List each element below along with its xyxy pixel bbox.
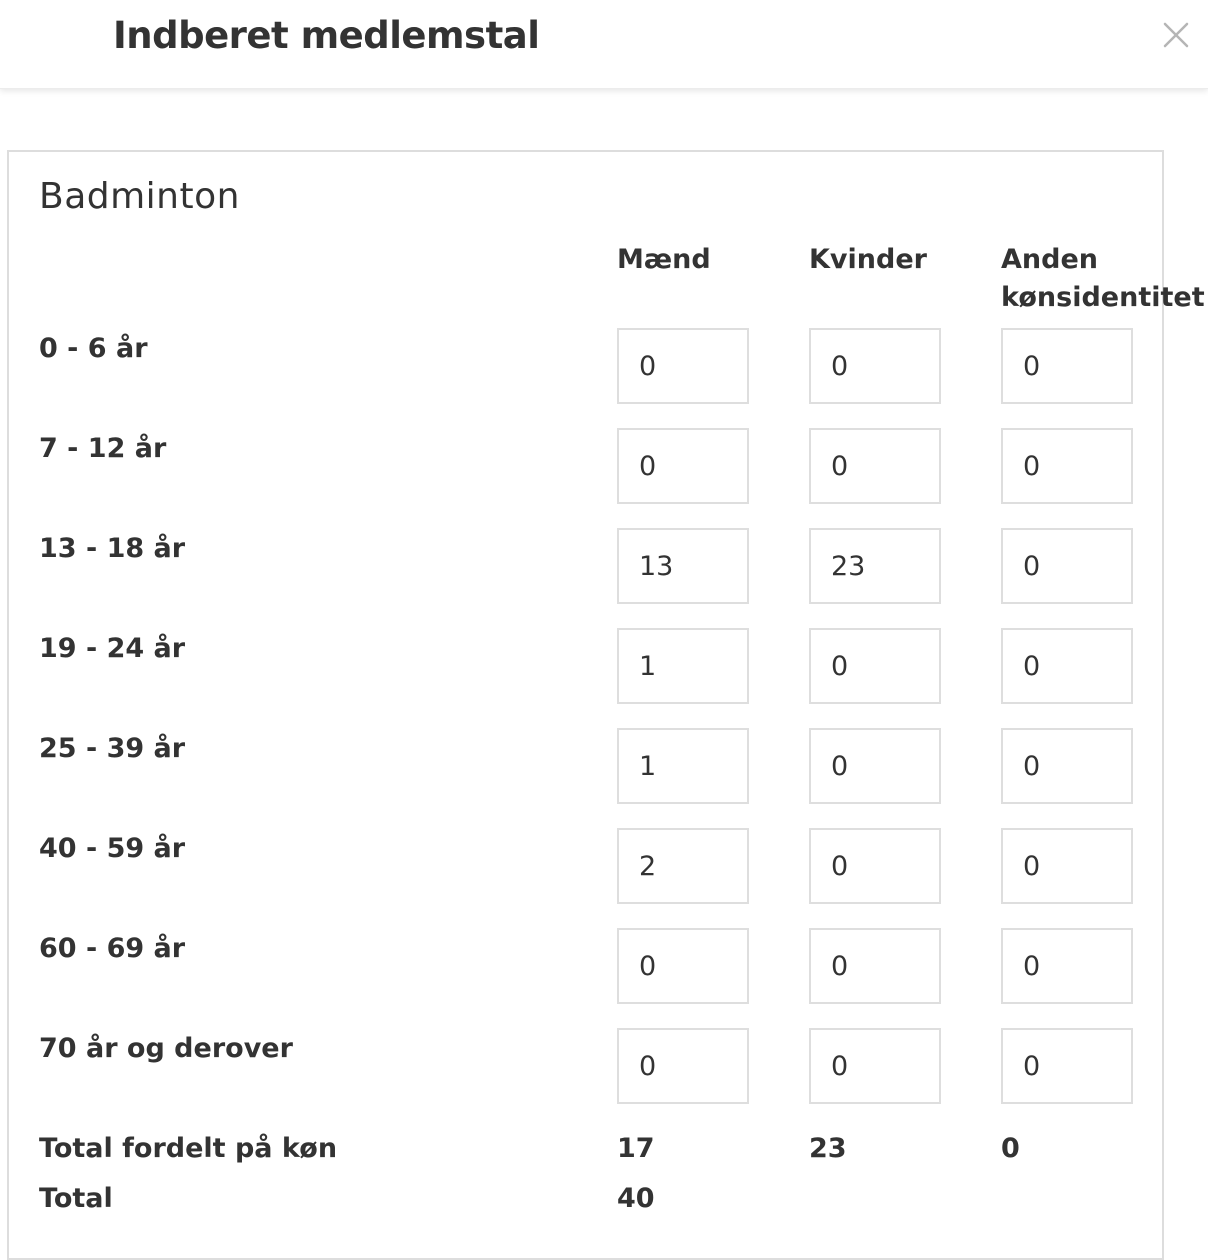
age-group-label: 0 - 6 år	[39, 333, 148, 364]
count-input-women[interactable]	[809, 728, 941, 804]
column-header-other-line2: kønsidentitet	[1001, 282, 1205, 313]
age-group-label: 25 - 39 år	[39, 733, 186, 764]
age-group-label: 40 - 59 år	[39, 833, 186, 864]
modal-title: Indberet medlemstal	[113, 14, 540, 57]
age-group-label: 70 år og derover	[39, 1033, 293, 1064]
sport-card	[7, 150, 1164, 1260]
close-icon[interactable]	[1160, 18, 1192, 52]
total-men: 17	[617, 1133, 655, 1164]
column-header-other	[1001, 241, 1205, 317]
count-input-women[interactable]	[809, 428, 941, 504]
column-header-other-line1: Anden	[1001, 244, 1098, 275]
count-input-men[interactable]	[617, 328, 749, 404]
count-input-women[interactable]	[809, 828, 941, 904]
grand-total: 40	[617, 1183, 655, 1214]
total-women: 23	[809, 1133, 847, 1164]
age-group-label: 7 - 12 år	[39, 433, 167, 464]
count-input-other[interactable]	[1001, 528, 1133, 604]
age-group-label: 13 - 18 år	[39, 533, 186, 564]
count-input-men[interactable]	[617, 428, 749, 504]
count-input-men[interactable]	[617, 628, 749, 704]
total-label: Total	[39, 1183, 113, 1214]
count-input-other[interactable]	[1001, 828, 1133, 904]
total-other: 0	[1001, 1133, 1020, 1164]
count-input-men[interactable]	[617, 828, 749, 904]
count-input-women[interactable]	[809, 628, 941, 704]
column-header-women: Kvinder	[809, 244, 927, 275]
count-input-other[interactable]	[1001, 728, 1133, 804]
count-input-women[interactable]	[809, 928, 941, 1004]
age-group-label: 60 - 69 år	[39, 933, 186, 964]
count-input-men[interactable]	[617, 528, 749, 604]
count-input-men[interactable]	[617, 728, 749, 804]
count-input-men[interactable]	[617, 1028, 749, 1104]
modal-header	[0, 0, 1208, 89]
count-input-women[interactable]	[809, 328, 941, 404]
count-input-other[interactable]	[1001, 928, 1133, 1004]
age-group-label: 19 - 24 år	[39, 633, 186, 664]
count-input-other[interactable]	[1001, 1028, 1133, 1104]
column-header-men: Mænd	[617, 244, 711, 275]
count-input-other[interactable]	[1001, 628, 1133, 704]
count-input-other[interactable]	[1001, 328, 1133, 404]
count-input-other[interactable]	[1001, 428, 1133, 504]
totals-by-gender-label: Total fordelt på køn	[39, 1133, 338, 1164]
count-input-women[interactable]	[809, 1028, 941, 1104]
count-input-men[interactable]	[617, 928, 749, 1004]
sport-title: Badminton	[39, 176, 240, 217]
count-input-women[interactable]	[809, 528, 941, 604]
